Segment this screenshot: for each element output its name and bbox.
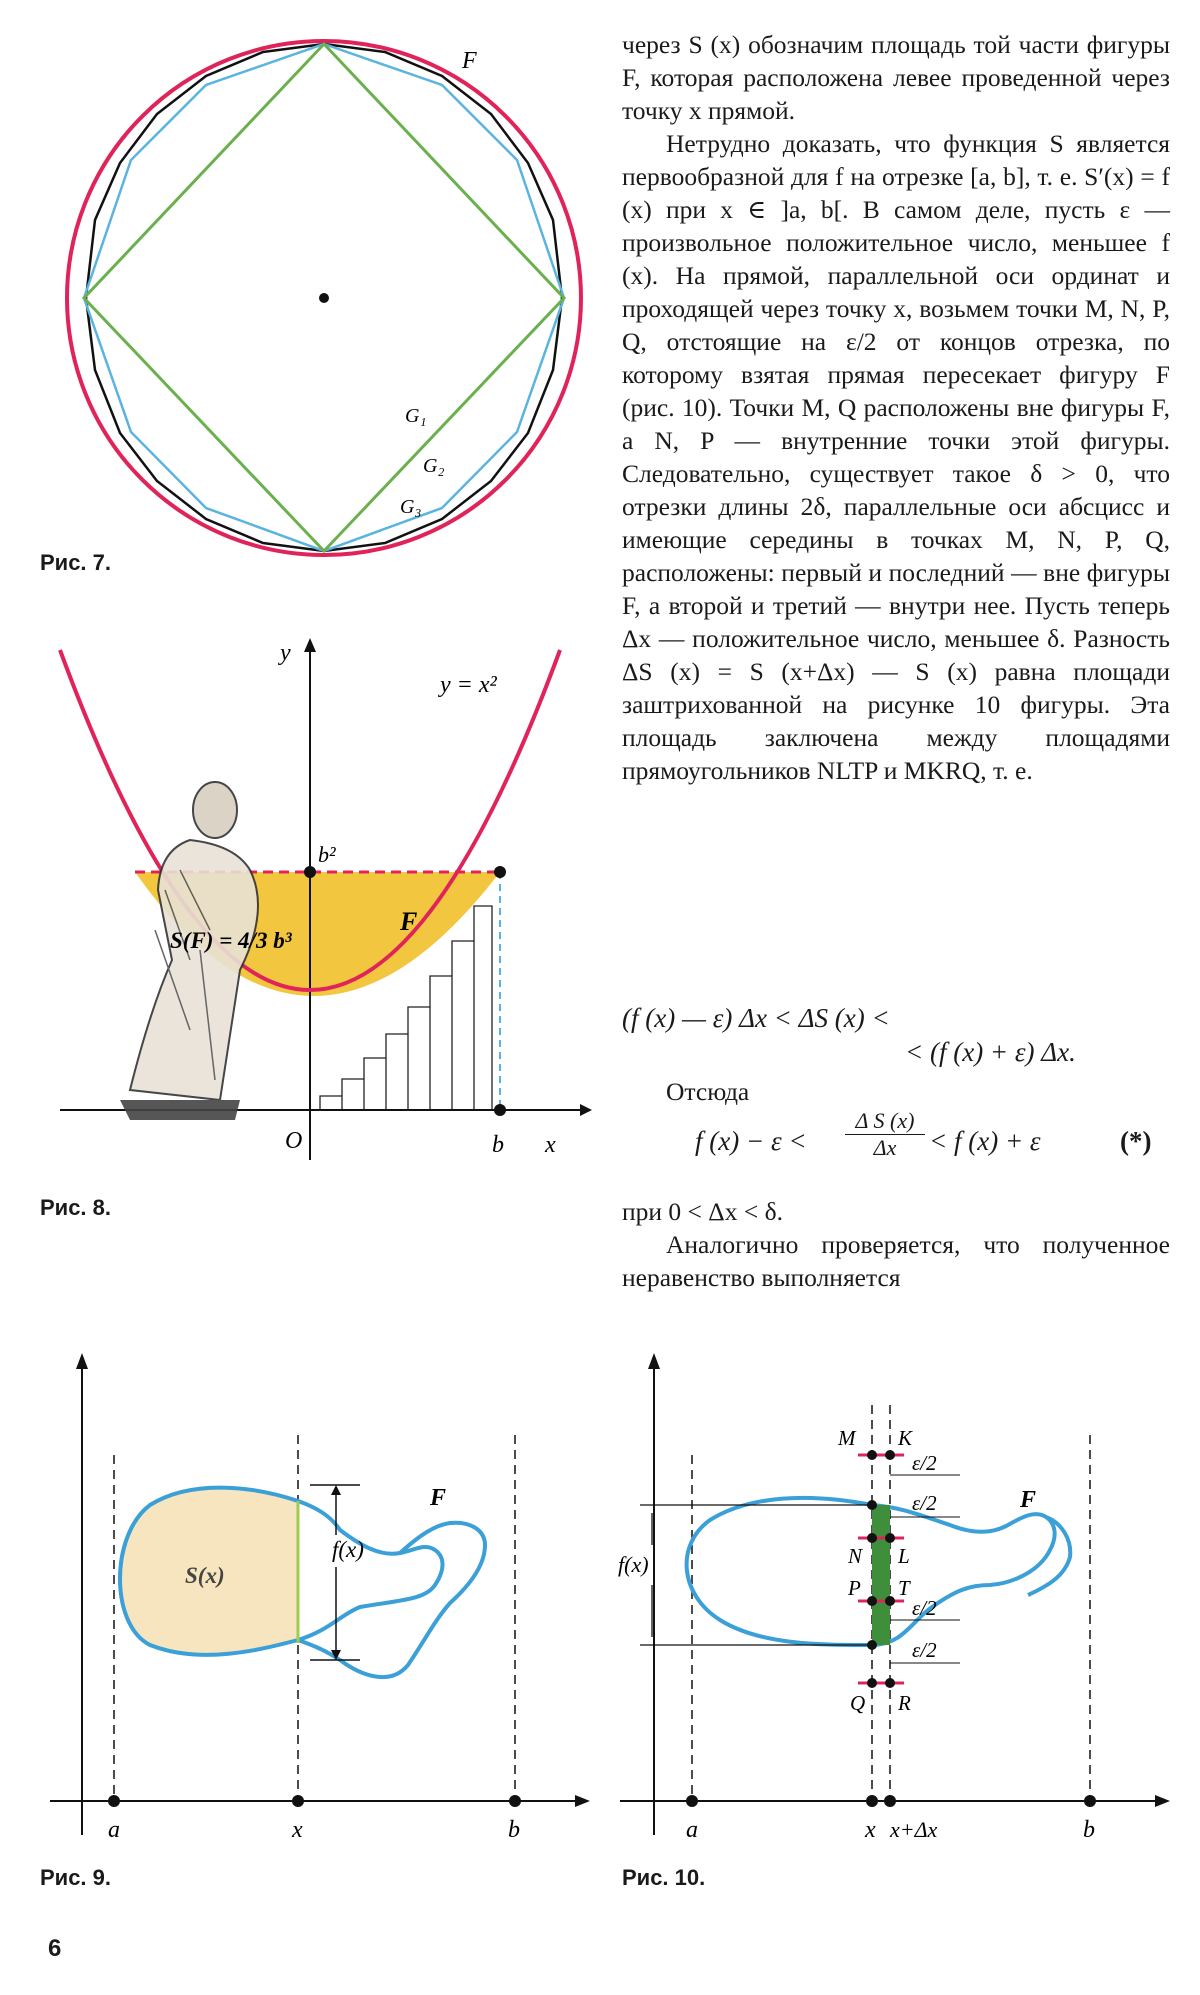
- fig10-eps-4: ε/2: [912, 1638, 937, 1662]
- fig10-fx-label: f(x): [618, 1552, 649, 1577]
- figure-8: [40, 630, 610, 1170]
- formula-right: < f (x) + ε: [929, 1126, 1041, 1156]
- formula-denominator: Δx: [873, 1135, 897, 1160]
- fig10-label-L: L: [898, 1544, 910, 1568]
- page-number: 6: [48, 1935, 62, 1962]
- fig7-label-G2: G₂: [423, 455, 445, 477]
- fig10-label-R: R: [898, 1691, 911, 1715]
- fig7-center: [319, 293, 329, 303]
- fig8-origin-label: O: [285, 1128, 303, 1154]
- fig10-F-label: F: [1020, 1487, 1037, 1513]
- fig7-label-G3: G₃: [400, 496, 422, 518]
- figure-9: [40, 1345, 600, 1855]
- fig8-area-label: S(F) = 4/3 b³: [170, 928, 292, 953]
- fig9-fx-label: f(x): [332, 1537, 364, 1562]
- paragraph-3: Отсюда: [666, 1077, 750, 1106]
- caption-fig8: Рис. 8.: [40, 1195, 112, 1220]
- fig10-label-N: N: [848, 1544, 863, 1568]
- fig9-a-label: a: [108, 1817, 120, 1843]
- fig8-b-label: b: [492, 1132, 504, 1158]
- figure-10: [610, 1345, 1180, 1855]
- fig10-eps-3: ε/2: [912, 1596, 937, 1620]
- paragraph-4: при 0 < Δx < δ.: [622, 1197, 783, 1226]
- fig9-S-label: S(x): [185, 1563, 225, 1588]
- fig9-x-label: x: [292, 1817, 303, 1843]
- fig10-label-K: K: [898, 1426, 913, 1450]
- fig10-label-T: T: [898, 1576, 910, 1600]
- fig10-a-label: a: [686, 1817, 698, 1843]
- fig8-F-label: F: [400, 907, 418, 936]
- caption-fig10: Рис. 10.: [622, 1865, 706, 1890]
- fig8-axis-x-label: x: [545, 1132, 556, 1158]
- fig9-figure-F-tail: [298, 1523, 485, 1677]
- fig10-delta-area: [872, 1505, 890, 1645]
- inequality-line-2: < (f (x) + ε) Δx.: [905, 1037, 1076, 1067]
- fig7-label-F: F: [462, 48, 477, 74]
- fig10-label-P: P: [848, 1576, 861, 1600]
- fig10-label-M: M: [838, 1426, 856, 1450]
- caption-fig9: Рис. 9.: [40, 1865, 112, 1890]
- inequality-line-1: (f (x) — ε) Δx < ΔS (x) <: [622, 1003, 890, 1033]
- fig10-xdx-label: x+Δx: [890, 1817, 938, 1842]
- fig10-eps-2: ε/2: [912, 1491, 937, 1515]
- formula-left: f (x) − ε <: [695, 1126, 807, 1156]
- figure-7: [60, 20, 600, 560]
- fig10-label-Q: Q: [850, 1691, 866, 1715]
- caption-fig7: Рис. 7.: [40, 550, 112, 575]
- fig7-label-G1: G₁: [405, 405, 427, 427]
- fig8-b2-label: b²: [318, 842, 336, 867]
- fig9-F-label: F: [430, 1485, 447, 1511]
- fig9-b-label: b: [508, 1817, 520, 1843]
- paragraph-5: Аналогично проверяется, что полученное неравенство выполняется: [622, 1230, 1170, 1292]
- formula-numerator: Δ S (x): [845, 1108, 925, 1135]
- paragraph-2: Нетрудно доказать, что функция S является первообразной для f на отрезке [a, b], т. е. S′(x) = f (x) при x ∈ ]a, b[. В самом деле, пусть ε — произвольное положительное число, меньшее f (x). На прямой, параллельной оси ординат и проходящей через точку x, возьмем точки M, N, P, Q, отстоящие на ε/2 от концов отрезка, по которому взятая прямая пересекает фигуру F (рис. 10). Точки M, Q расположены вне фигуры F, а N, P — внутренние точки этой фигуры. Следовательно, существует такое δ > 0, что отрезки длины 2δ, параллельные оси абсцисс и имеющие середины в точках M, N, P, Q, расположены: первый и последний — вне фигуры F, а второй и третий — внутри нее. Пусть теперь Δx — положительное число, меньшее δ. Разность ΔS (x) = S (x+Δx) — S (x) равна площади заштрихованной на рисунке 10 фигуры. Эта площадь заключена между площадями прямоугольников NLTP и MKRQ, т. е.: [622, 129, 1170, 785]
- formula-fraction: [845, 1108, 925, 1161]
- fig10-x-label: x: [865, 1817, 876, 1843]
- fig10-b-label: b: [1083, 1817, 1095, 1843]
- fig10-figure-F: [687, 1498, 1055, 1645]
- fig8-curve-label: y = x²: [440, 672, 497, 698]
- fig8-axis-y-label: y: [280, 640, 291, 666]
- fig10-eps-1: ε/2: [912, 1451, 937, 1475]
- formula-tag: (*): [1120, 1126, 1152, 1156]
- paragraph-1: через S (x) обозначим площадь той части фигуры F, которая расположена левее проведенной через точку x прямой.: [622, 30, 1170, 125]
- body-text-column: [622, 28, 1170, 787]
- main-formula: [695, 1108, 1175, 1178]
